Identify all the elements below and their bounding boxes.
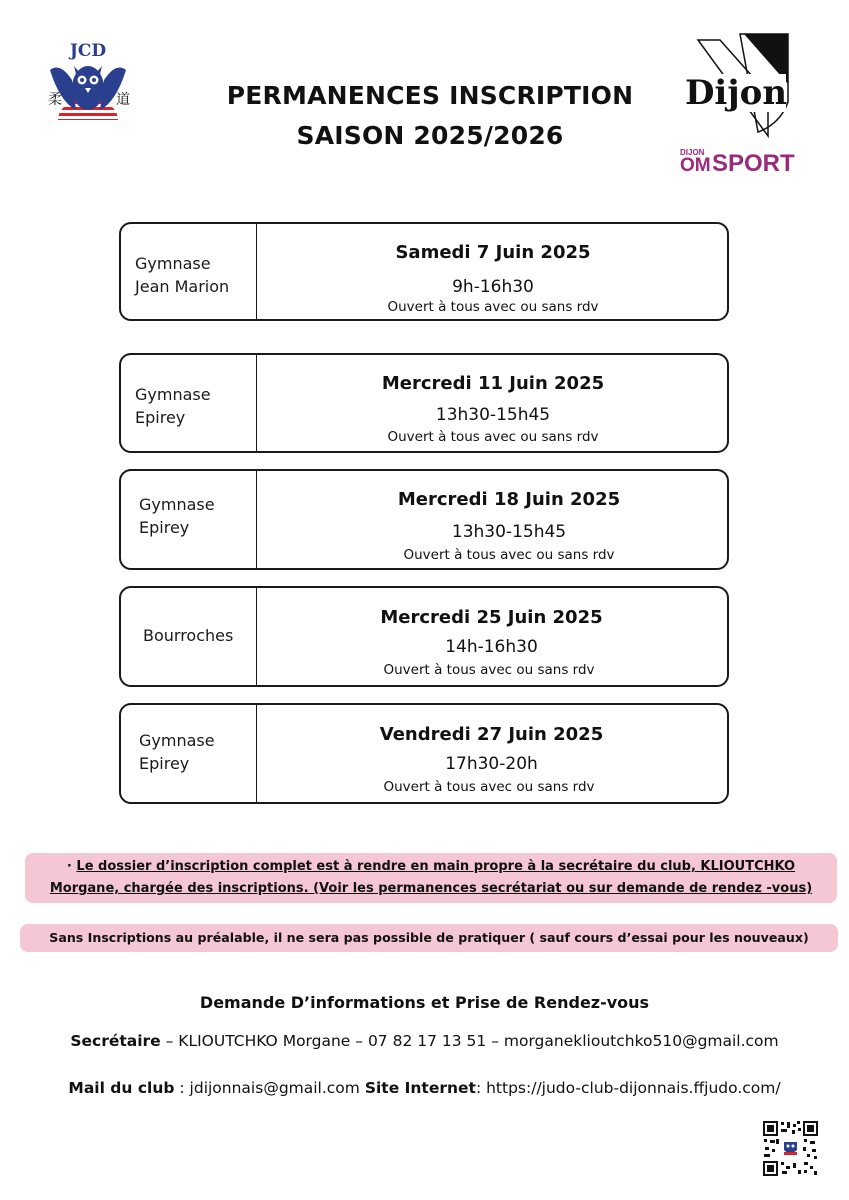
session-date: Mercredi 25 Juin 2025 xyxy=(380,607,603,628)
site-label: Site Internet xyxy=(364,1079,476,1097)
session-hours: 9h-16h30 xyxy=(452,277,534,297)
venue-line-2: Epirey xyxy=(139,518,190,537)
dossier-notice-line-2 xyxy=(25,878,837,900)
contact-heading: Demande D’informations et Prise de Rendez-vous xyxy=(199,993,650,1012)
session-date: Vendredi 27 Juin 2025 xyxy=(379,724,604,745)
mail-label: Mail du club xyxy=(68,1079,175,1097)
session-card xyxy=(119,469,729,570)
venue-label xyxy=(135,383,253,429)
dijon-logo xyxy=(680,32,800,177)
session-note: Ouvert à tous avec ou sans rdv xyxy=(387,299,599,315)
session-hours: 14h-16h30 xyxy=(445,637,538,657)
secretary-text: – KLIOUTCHKO Morgane – 07 82 17 13 51 – morganeklioutchko510@gmail.com xyxy=(160,1032,779,1050)
dijon-sub-small: DIJON xyxy=(680,148,705,157)
logo-kanji-right: 道 xyxy=(116,92,130,108)
logo-jcd-text: JCD xyxy=(69,41,107,61)
dossier-notice-text-2: Morgane, chargée des inscriptions. (Voir les permanences secrétariat ou sur demande de rendez -vous) xyxy=(49,881,813,896)
venue-line-2: Jean Marion xyxy=(135,277,230,296)
mail-text: : jdijonnais@gmail.com xyxy=(174,1079,365,1097)
dossier-notice xyxy=(25,853,837,903)
card-divider xyxy=(256,471,257,568)
page-subtitle: SAISON 2025/2026 xyxy=(296,121,564,150)
qr-code-icon xyxy=(762,1120,819,1177)
venue-line-1: Gymnase xyxy=(135,254,211,273)
secretary-contact xyxy=(0,1032,849,1050)
session-card xyxy=(119,222,729,321)
site-text: : https://judo-club-dijonnais.ffjudo.com/ xyxy=(475,1079,781,1097)
club-contact xyxy=(0,1079,849,1097)
venue-line-1: Bourroches xyxy=(143,626,234,645)
venue-label xyxy=(135,252,253,298)
session-card xyxy=(119,586,729,687)
card-divider xyxy=(256,355,257,451)
session-hours: 13h30-15h45 xyxy=(435,405,551,425)
venue-label xyxy=(139,493,257,539)
session-date: Samedi 7 Juin 2025 xyxy=(395,242,591,263)
venue-label xyxy=(143,624,261,647)
session-hours: 13h30-15h45 xyxy=(451,522,567,542)
sport-text: SPORT xyxy=(712,150,795,177)
dossier-notice-line-1 xyxy=(25,856,837,878)
session-card xyxy=(119,353,729,453)
venue-line-1: Gymnase xyxy=(139,731,215,750)
club-logo xyxy=(38,40,138,136)
venue-line-1: Gymnase xyxy=(139,495,215,514)
venue-line-2: Epirey xyxy=(139,754,190,773)
session-note: Ouvert à tous avec ou sans rdv xyxy=(383,662,595,678)
om-text: OM xyxy=(680,155,711,176)
session-date: Mercredi 11 Juin 2025 xyxy=(381,373,605,394)
session-note: Ouvert à tous avec ou sans rdv xyxy=(387,429,599,445)
secretary-label: Secrétaire xyxy=(70,1032,161,1050)
venue-label xyxy=(139,729,257,775)
session-note: Ouvert à tous avec ou sans rdv xyxy=(383,779,595,795)
registration-warning: Sans Inscriptions au préalable, il ne sera pas possible de pratiquer ( sauf cours d’essai pour les nouveaux) xyxy=(20,924,838,952)
session-hours: 17h30-20h xyxy=(445,754,538,774)
session-note: Ouvert à tous avec ou sans rdv xyxy=(403,547,615,563)
logo-kanji-left: 柔 xyxy=(48,92,62,108)
venue-line-2: Epirey xyxy=(135,408,186,427)
dijon-wordmark: Dijon xyxy=(684,73,788,113)
session-date: Mercredi 18 Juin 2025 xyxy=(397,489,621,510)
page-title: PERMANENCES INSCRIPTION xyxy=(226,81,634,110)
session-card xyxy=(119,703,729,804)
card-divider xyxy=(256,224,257,319)
venue-line-1: Gymnase xyxy=(135,385,211,404)
dossier-notice-text-1: Le dossier d’inscription complet est à rendre en main propre à la secrétaire du club, KLIOUTCHKO xyxy=(76,859,796,874)
qr-code[interactable] xyxy=(762,1120,819,1177)
bullet: · xyxy=(66,859,72,874)
